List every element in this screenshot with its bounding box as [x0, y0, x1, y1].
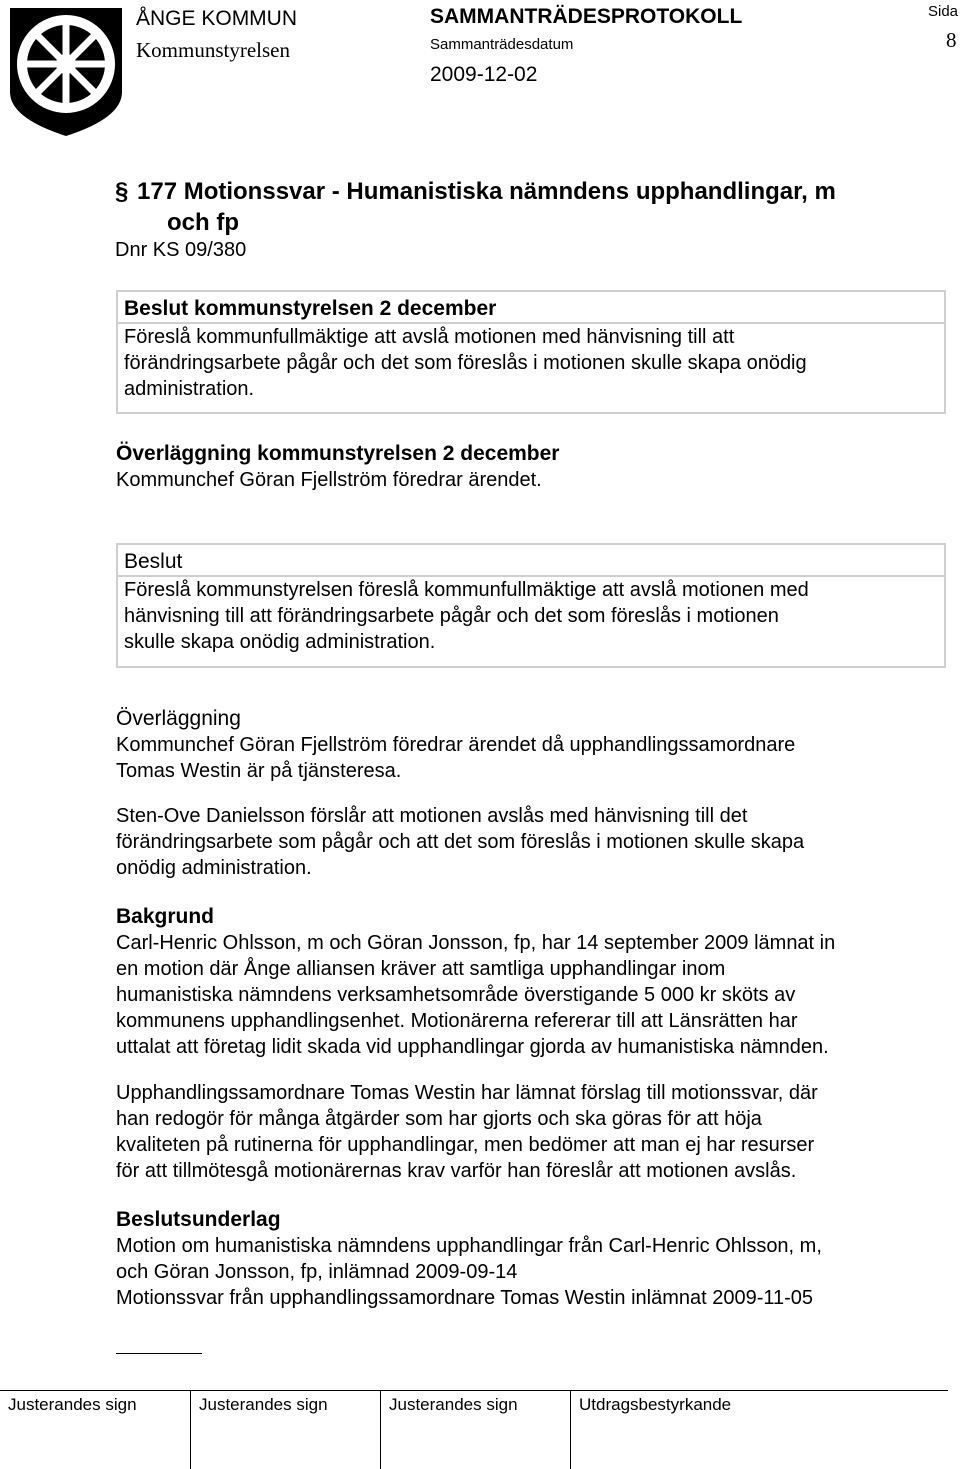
- meeting-date: 2009-12-02: [430, 63, 538, 86]
- deliberation-heading: Överläggning: [116, 707, 241, 730]
- committee-name: Kommunstyrelsen: [136, 38, 290, 62]
- footer-sign-label: Justerandes sign: [8, 1395, 137, 1414]
- background2-line: han redogör för många åtgärder som har gjorts och ska göras för att höja: [116, 1108, 762, 1130]
- proposal-section: [116, 803, 936, 881]
- proposal-line: förändringsarbete som pågår och att det som föreslås i motionen skulle skapa: [116, 831, 805, 853]
- decision-text: [118, 577, 944, 655]
- footer-sign-cell-2: [190, 1391, 381, 1469]
- footer-certification-cell: [570, 1391, 949, 1469]
- background-line: kommunens upphandlingsenhet. Motionärerna refererar till att Länsrätten har: [116, 1010, 798, 1032]
- background-line: uttalat att företag lidit skada vid upphandlingar gjorda av humanistiska nämnden.: [116, 1036, 829, 1058]
- decision-basis-section: [116, 1206, 936, 1311]
- decision-ks-line: förändringsarbete pågår och det som föreslås i motionen skulle skapa onödig: [124, 352, 807, 374]
- background-line: en motion där Ånge alliansen kräver att samtliga upphandlingar inom: [116, 958, 726, 980]
- page-number: 8: [946, 28, 957, 52]
- background2-line: kvaliteten på rutinerna för upphandlingar, men bedömer att man ej har resurser: [116, 1134, 815, 1156]
- section-bullet-icon: §: [115, 178, 129, 205]
- proposal-line: Sten-Ove Danielsson förslår att motionen avslås med hänvisning till det: [116, 805, 748, 827]
- decision-heading: Beslut: [118, 545, 944, 577]
- deliberation-line: Kommunchef Göran Fjellström föredrar ärendet då upphandlingssamordnare: [116, 734, 796, 756]
- deliberation-ks-text: Kommunchef Göran Fjellström föredrar ärendet.: [116, 469, 542, 491]
- case-number: Dnr KS 09/380: [115, 239, 247, 261]
- decision-ks-line: administration.: [124, 378, 255, 400]
- footer-sign-label: Justerandes sign: [389, 1395, 518, 1414]
- document-type: SAMMANTRÄDESPROTOKOLL: [430, 5, 743, 28]
- footer-sign-cell-1: [0, 1391, 190, 1469]
- decision-basis-line: Motionssvar från upphandlingssamordnare Tomas Westin inlämnat 2009-11-05: [116, 1287, 814, 1309]
- separator-line: [116, 1353, 202, 1354]
- background-line: Carl-Henric Ohlsson, m och Göran Jonsson, fp, har 14 september 2009 lämnat in: [116, 932, 836, 954]
- background-section: [116, 903, 936, 1060]
- background2-line: Upphandlingssamordnare Tomas Westin har lämnat förslag till motionssvar, där: [116, 1082, 818, 1104]
- footer-certification-label: Utdragsbestyrkande: [579, 1395, 732, 1414]
- municipality-name: ÅNGE KOMMUN: [136, 7, 298, 30]
- decision-box-ks: [116, 290, 946, 414]
- decision-ks-line: Föreslå kommunfullmäktige att avslå motionen med hänvisning till att: [124, 326, 735, 348]
- decision-box: [116, 543, 946, 668]
- page-label: Sida: [928, 3, 959, 20]
- background-line: humanistiska nämndens verksamhetsområde överstigande 5 000 kr sköts av: [116, 984, 796, 1006]
- deliberation-section: [116, 705, 936, 784]
- title-line-1: 177 Motionssvar - Humanistiska nämndens upphandlingar, m: [137, 178, 836, 205]
- decision-ks-text: [118, 324, 944, 402]
- decision-basis-heading: Beslutsunderlag: [116, 1208, 281, 1231]
- page-title: [115, 176, 915, 238]
- municipality-logo: [8, 6, 124, 138]
- background2-line: för att tillmötesgå motionärernas krav varför han föreslår att motionen avslås.: [116, 1160, 797, 1182]
- title-line-2: och fp: [167, 209, 239, 236]
- decision-line: Föreslå kommunstyrelsen föreslå kommunfullmäktige att avslå motionen med: [124, 579, 809, 601]
- decision-line: skulle skapa onödig administration.: [124, 631, 436, 653]
- deliberation-line: Tomas Westin är på tjänsteresa.: [116, 760, 402, 782]
- deliberation-ks-section: [116, 440, 936, 493]
- meeting-date-label: Sammanträdesdatum: [430, 36, 574, 53]
- proposal-line: onödig administration.: [116, 857, 312, 879]
- decision-ks-heading: Beslut kommunstyrelsen 2 december: [118, 292, 944, 324]
- decision-basis-line: Motion om humanistiska nämndens upphandlingar från Carl-Henric Ohlsson, m,: [116, 1235, 822, 1257]
- deliberation-ks-heading: Överläggning kommunstyrelsen 2 december: [116, 442, 560, 465]
- decision-basis-line: och Göran Jonsson, fp, inlämnad 2009-09-14: [116, 1261, 518, 1283]
- footer-sign-label: Justerandes sign: [199, 1395, 328, 1414]
- background-heading: Bakgrund: [116, 905, 215, 928]
- decision-line: hänvisning till att förändringsarbete pågår och det som föreslås i motionen: [124, 605, 779, 627]
- background-continued-section: [116, 1080, 936, 1184]
- footer-sign-cell-3: [380, 1391, 571, 1469]
